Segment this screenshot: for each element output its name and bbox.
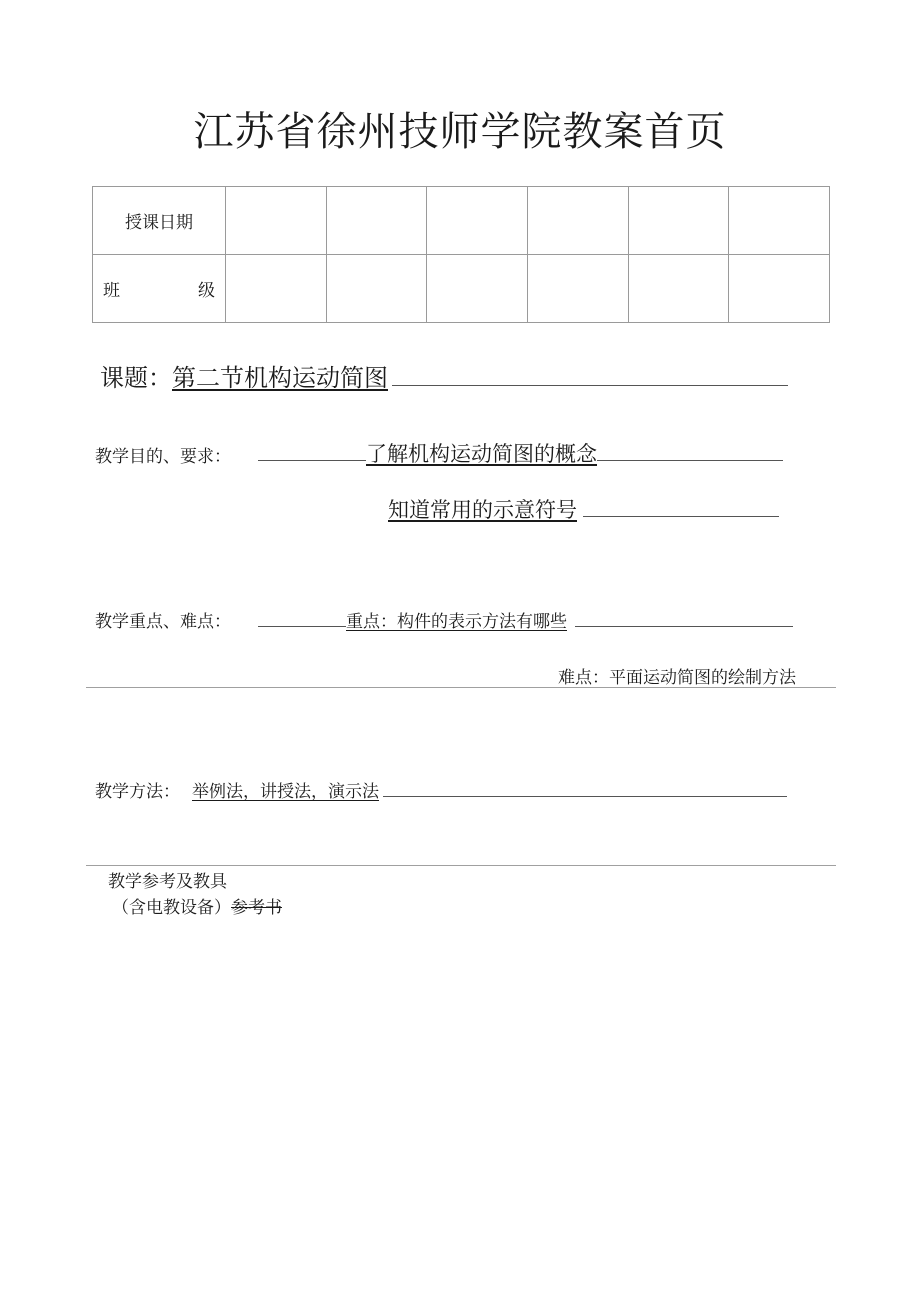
date-label: 授课日期 (125, 213, 193, 233)
key-points-label: 教学重点、难点： (95, 612, 231, 632)
fill-line (583, 515, 779, 517)
references-row (112, 893, 282, 918)
class-label-right: 级 (198, 281, 215, 301)
fill-line (258, 459, 366, 461)
methods-row (95, 777, 787, 802)
key-points-focus-row (258, 607, 793, 632)
objectives-line2-row (388, 494, 779, 524)
divider (86, 687, 836, 688)
date-label-cell (93, 187, 226, 255)
class-cell[interactable] (628, 255, 729, 323)
class-cell[interactable] (326, 255, 427, 323)
date-cell[interactable] (729, 187, 830, 255)
date-cell[interactable] (628, 187, 729, 255)
topic-row (100, 358, 788, 393)
class-cell[interactable] (226, 255, 327, 323)
topic-label: 课题： (100, 364, 172, 392)
fill-line (575, 625, 793, 627)
objectives-line1[interactable]: 了解机构运动简图的概念 (366, 442, 597, 466)
class-label-cell (93, 255, 226, 323)
methods-label: 教学方法： (95, 782, 180, 802)
key-points-focus[interactable]: 重点：构件的表示方法有哪些 (346, 612, 567, 632)
class-cell[interactable] (527, 255, 628, 323)
topic-value[interactable]: 第二节机构运动简图 (172, 364, 388, 392)
fill-line (383, 795, 787, 797)
date-cell[interactable] (427, 187, 528, 255)
class-cell[interactable] (729, 255, 830, 323)
table-row (93, 187, 830, 255)
page-title: 江苏省徐州技师学院教案首页 (193, 109, 727, 155)
date-cell[interactable] (226, 187, 327, 255)
objectives-line1-row (258, 438, 783, 468)
class-cell[interactable] (427, 255, 528, 323)
date-cell[interactable] (326, 187, 427, 255)
divider (86, 865, 836, 866)
schedule-table (92, 186, 830, 323)
methods-value[interactable]: 举例法，讲授法，演示法 (192, 782, 379, 802)
fill-line (597, 459, 783, 461)
fill-line (258, 625, 346, 627)
references-value[interactable]: 参考书 (231, 898, 282, 918)
fill-line (392, 384, 788, 386)
objectives-line2[interactable]: 知道常用的示意符号 (388, 498, 577, 522)
objectives-label: 教学目的、要求： (95, 447, 231, 467)
references-label: 教学参考及教具 (108, 872, 227, 892)
date-cell[interactable] (527, 187, 628, 255)
references-sublabel: （含电教设备） (112, 898, 231, 918)
key-points-difficulty[interactable]: 难点：平面运动简图的绘制方法 (558, 668, 796, 688)
table-row (93, 255, 830, 323)
class-label-left: 班 (103, 281, 120, 301)
